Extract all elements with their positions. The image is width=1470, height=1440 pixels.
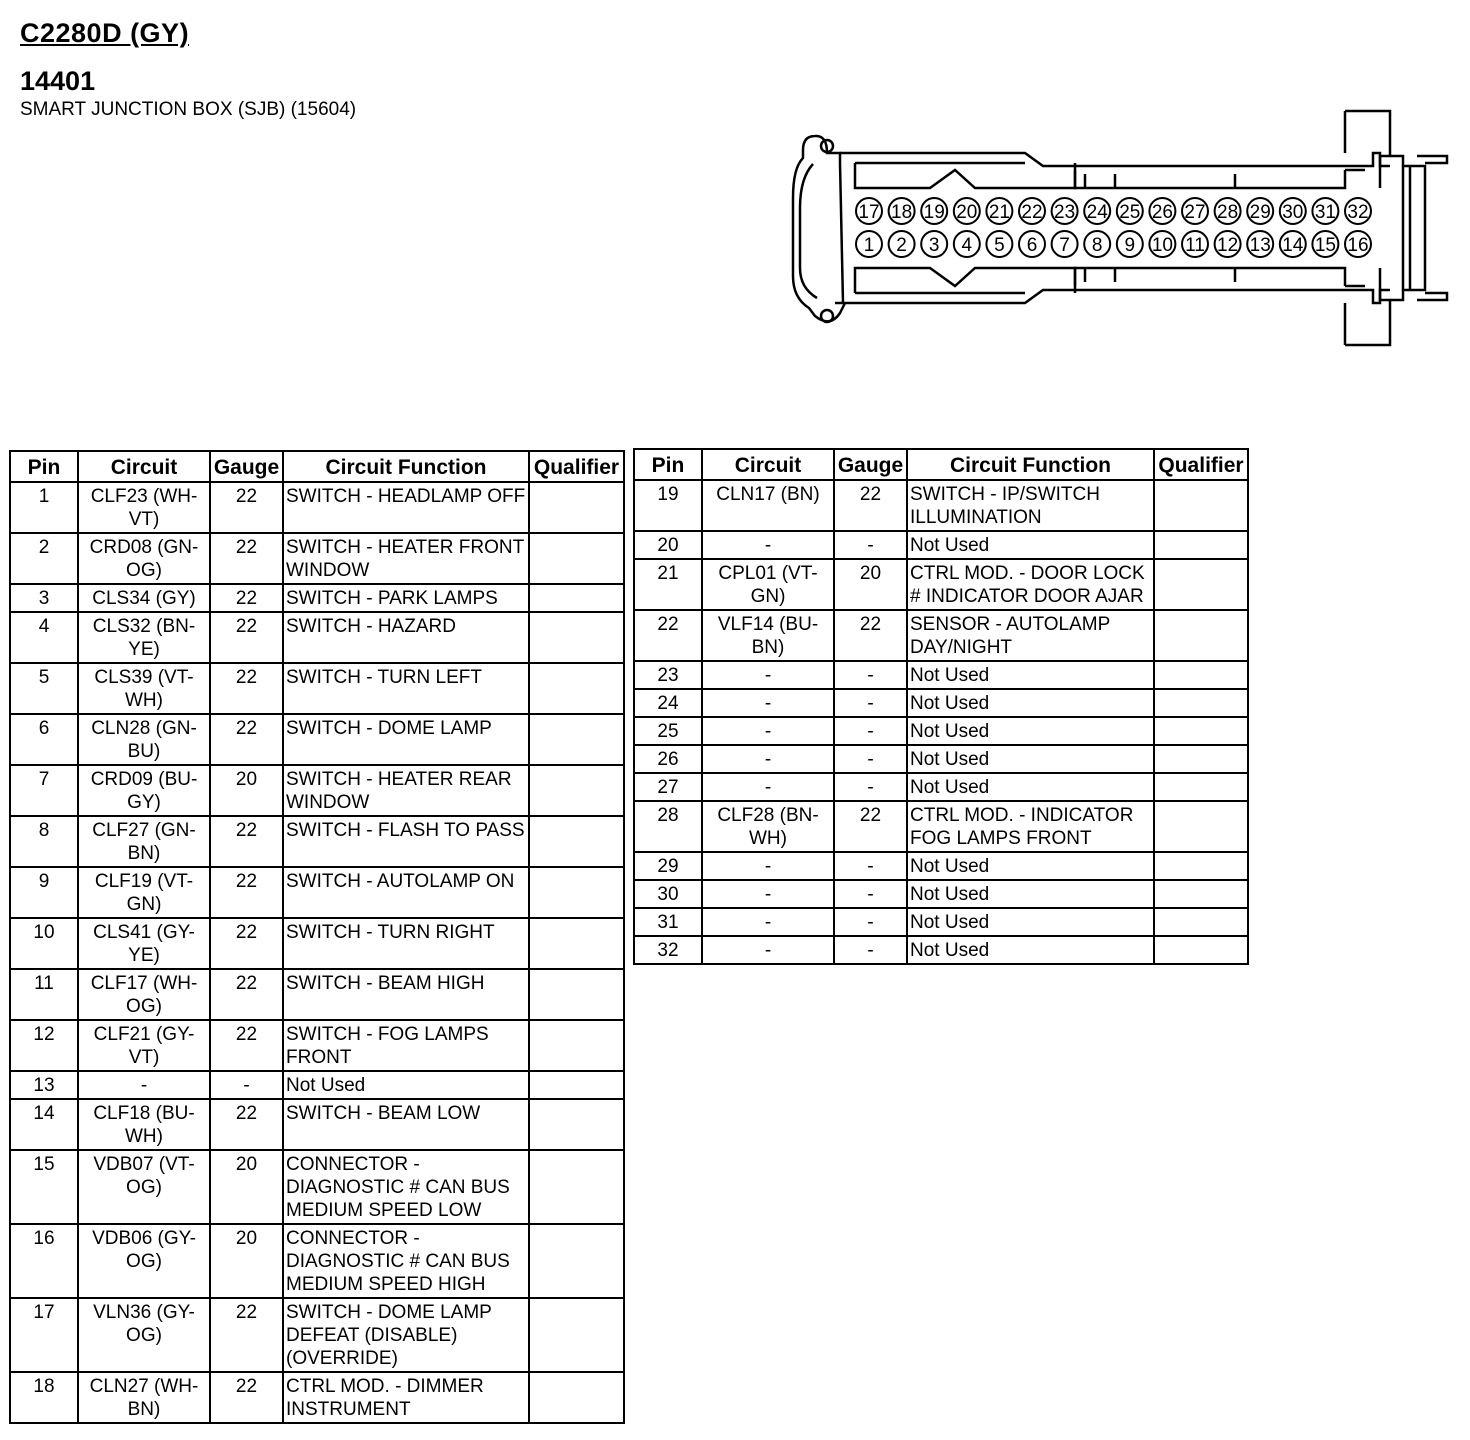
header-gauge: Gauge xyxy=(834,449,907,480)
table-row xyxy=(634,689,1248,717)
qualifier-cell xyxy=(1154,936,1248,964)
table-row xyxy=(634,717,1248,745)
circuit-function-cell: SWITCH - HEATER FRONT WINDOW xyxy=(283,533,529,584)
circuit-cell: VDB06 (GY-OG) xyxy=(78,1224,210,1298)
pin-cavity-21 xyxy=(986,198,1012,224)
qualifier-cell xyxy=(529,533,624,584)
pin-cell: 17 xyxy=(10,1298,78,1372)
circuit-cell: VLN36 (GY-OG) xyxy=(78,1298,210,1372)
circuit-cell: CLN17 (BN) xyxy=(702,480,834,531)
circuit-cell: - xyxy=(702,689,834,717)
component-description: SMART JUNCTION BOX (SJB) (15604) xyxy=(20,99,357,120)
table-row xyxy=(10,1099,624,1150)
gauge-cell: - xyxy=(834,852,907,880)
pin-cavity-5 xyxy=(986,231,1012,257)
table-row xyxy=(10,663,624,714)
circuit-function-cell: SWITCH - HEATER REAR WINDOW xyxy=(283,765,529,816)
pin-cavity-12 xyxy=(1215,231,1241,257)
table-row xyxy=(634,908,1248,936)
circuit-function-cell: CTRL MOD. - DIMMER INSTRUMENT xyxy=(283,1372,529,1423)
circuit-cell: - xyxy=(702,852,834,880)
circuit-cell: - xyxy=(78,1071,210,1099)
pin-number-label: 5 xyxy=(994,235,1005,256)
pin-number-label: 11 xyxy=(1185,235,1205,256)
pin-number-label: 19 xyxy=(923,202,945,223)
circuit-cell: CLS34 (GY) xyxy=(78,584,210,612)
circuit-function-cell: CONNECTOR - DIAGNOSTIC # CAN BUS MEDIUM SPEED HIGH xyxy=(283,1224,529,1298)
pin-number-label: 7 xyxy=(1059,235,1070,256)
qualifier-cell xyxy=(529,584,624,612)
circuit-function-cell: SWITCH - TURN RIGHT xyxy=(283,918,529,969)
pin-number-label: 30 xyxy=(1282,202,1304,223)
circuit-function-cell: Not Used xyxy=(907,717,1154,745)
pin-cell: 18 xyxy=(10,1372,78,1423)
table-row xyxy=(10,1372,624,1423)
circuit-function-cell: CTRL MOD. - DOOR LOCK # INDICATOR DOOR AJAR xyxy=(907,559,1154,610)
circuit-cell: CLN27 (WH-BN) xyxy=(78,1372,210,1423)
pin-cell: 13 xyxy=(10,1071,78,1099)
pin-cell: 19 xyxy=(634,480,702,531)
gauge-cell: 22 xyxy=(210,1099,283,1150)
circuit-function-cell: SWITCH - AUTOLAMP ON xyxy=(283,867,529,918)
header-qualifier: Qualifier xyxy=(1154,449,1248,480)
circuit-function-cell: Not Used xyxy=(907,745,1154,773)
table-row xyxy=(634,880,1248,908)
header-circuit: Circuit xyxy=(702,449,834,480)
pin-cell: 6 xyxy=(10,714,78,765)
pin-number-label: 21 xyxy=(988,202,1010,223)
table-row xyxy=(10,1298,624,1372)
pin-number-label: 4 xyxy=(961,235,973,256)
pin-cell: 24 xyxy=(634,689,702,717)
circuit-function-cell: Not Used xyxy=(907,531,1154,559)
gauge-cell: 22 xyxy=(210,1020,283,1071)
pin-cavity-28 xyxy=(1215,198,1241,224)
pinout-table-right xyxy=(633,448,1249,965)
pin-number-label: 1 xyxy=(863,235,875,256)
header-circuit-function: Circuit Function xyxy=(907,449,1154,480)
table-row xyxy=(10,969,624,1020)
circuit-function-cell: Not Used xyxy=(283,1071,529,1099)
table-header-row xyxy=(634,449,1248,480)
pin-cavity-13 xyxy=(1247,231,1273,257)
qualifier-cell xyxy=(1154,689,1248,717)
circuit-function-cell: SWITCH - TURN LEFT xyxy=(283,663,529,714)
pin-cell: 20 xyxy=(634,531,702,559)
header-circuit-function: Circuit Function xyxy=(283,451,529,482)
gauge-cell: 22 xyxy=(210,816,283,867)
pin-cell: 14 xyxy=(10,1099,78,1150)
pin-cavity-16 xyxy=(1345,231,1371,257)
gauge-cell: - xyxy=(834,936,907,964)
circuit-function-cell: Not Used xyxy=(907,661,1154,689)
table-row xyxy=(10,482,624,533)
circuit-function-cell: CONNECTOR - DIAGNOSTIC # CAN BUS MEDIUM SPEED LOW xyxy=(283,1150,529,1224)
gauge-cell: 22 xyxy=(210,533,283,584)
pin-cavity-17 xyxy=(856,198,882,224)
table-row xyxy=(10,816,624,867)
pin-cell: 15 xyxy=(10,1150,78,1224)
qualifier-cell xyxy=(1154,610,1248,661)
table-row xyxy=(634,559,1248,610)
pin-cell: 16 xyxy=(10,1224,78,1298)
circuit-function-cell: SWITCH - FLASH TO PASS xyxy=(283,816,529,867)
pin-cavity-20 xyxy=(954,198,980,224)
gauge-cell: 22 xyxy=(210,867,283,918)
circuit-cell: - xyxy=(702,880,834,908)
table-row xyxy=(10,714,624,765)
gauge-cell: - xyxy=(834,661,907,689)
pin-cavity-6 xyxy=(1019,231,1045,257)
qualifier-cell xyxy=(1154,880,1248,908)
table-row xyxy=(634,852,1248,880)
pin-cell: 32 xyxy=(634,936,702,964)
pin-cell: 12 xyxy=(10,1020,78,1071)
gauge-cell: 22 xyxy=(834,610,907,661)
pin-cell: 26 xyxy=(634,745,702,773)
table-row xyxy=(634,773,1248,801)
pin-cavity-18 xyxy=(889,198,915,224)
circuit-cell: CRD09 (BU-GY) xyxy=(78,765,210,816)
pin-cell: 27 xyxy=(634,773,702,801)
pin-cavity-23 xyxy=(1052,198,1078,224)
pin-cavity-10 xyxy=(1149,231,1175,257)
table-row xyxy=(634,936,1248,964)
qualifier-cell xyxy=(1154,801,1248,852)
pin-number-label: 3 xyxy=(928,235,940,256)
gauge-cell: - xyxy=(834,773,907,801)
circuit-cell: - xyxy=(702,936,834,964)
table-row xyxy=(10,584,624,612)
qualifier-cell xyxy=(1154,773,1248,801)
qualifier-cell xyxy=(529,867,624,918)
pin-number-label: 28 xyxy=(1217,202,1239,223)
gauge-cell: - xyxy=(834,689,907,717)
gauge-cell: 22 xyxy=(210,482,283,533)
circuit-function-cell: SWITCH - BEAM LOW xyxy=(283,1099,529,1150)
qualifier-cell xyxy=(1154,661,1248,689)
gauge-cell: - xyxy=(834,531,907,559)
table-row xyxy=(634,661,1248,689)
pin-cell: 10 xyxy=(10,918,78,969)
qualifier-cell xyxy=(529,1150,624,1224)
gauge-cell: 22 xyxy=(210,1298,283,1372)
circuit-cell: - xyxy=(702,773,834,801)
connector-title: C2280D (GY) xyxy=(20,18,190,48)
table-row xyxy=(10,1150,624,1224)
part-number: 14401 xyxy=(20,66,96,96)
pin-cavity-7 xyxy=(1052,231,1078,257)
pin-number-label: 2 xyxy=(896,235,907,256)
table-row xyxy=(10,867,624,918)
circuit-cell: - xyxy=(702,717,834,745)
gauge-cell: 20 xyxy=(210,1224,283,1298)
circuit-function-cell: SWITCH - FOG LAMPS FRONT xyxy=(283,1020,529,1071)
circuit-function-cell: Not Used xyxy=(907,689,1154,717)
qualifier-cell xyxy=(1154,531,1248,559)
gauge-cell: 22 xyxy=(210,663,283,714)
pin-cell: 9 xyxy=(10,867,78,918)
qualifier-cell xyxy=(1154,852,1248,880)
pin-cavity-4 xyxy=(954,231,980,257)
circuit-function-cell: SWITCH - DOME LAMP xyxy=(283,714,529,765)
gauge-cell: 20 xyxy=(210,1150,283,1224)
pin-number-label: 10 xyxy=(1151,235,1173,256)
circuit-function-cell: SWITCH - DOME LAMP DEFEAT (DISABLE) (OVERRIDE) xyxy=(283,1298,529,1372)
circuit-function-cell: SWITCH - IP/SWITCH ILLUMINATION xyxy=(907,480,1154,531)
pin-cavity-31 xyxy=(1312,198,1338,224)
qualifier-cell xyxy=(529,1224,624,1298)
circuit-cell: CRD08 (GN-OG) xyxy=(78,533,210,584)
pin-number-label: 12 xyxy=(1217,235,1239,256)
circuit-function-cell: Not Used xyxy=(907,773,1154,801)
qualifier-cell xyxy=(1154,559,1248,610)
pin-cavity-3 xyxy=(921,231,947,257)
qualifier-cell xyxy=(1154,908,1248,936)
pin-cavity-27 xyxy=(1182,198,1208,224)
pin-number-label: 15 xyxy=(1314,235,1336,256)
pinout-table-left xyxy=(9,450,625,1424)
gauge-cell: - xyxy=(834,908,907,936)
pin-cell: 28 xyxy=(634,801,702,852)
circuit-cell: CLF28 (BN-WH) xyxy=(702,801,834,852)
header-gauge: Gauge xyxy=(210,451,283,482)
gauge-cell: 22 xyxy=(834,801,907,852)
pin-number-label: 25 xyxy=(1119,202,1141,223)
gauge-cell: 22 xyxy=(210,918,283,969)
pin-cell: 31 xyxy=(634,908,702,936)
circuit-cell: VDB07 (VT-OG) xyxy=(78,1150,210,1224)
table-row xyxy=(10,918,624,969)
pin-cavity-2 xyxy=(889,231,915,257)
qualifier-cell xyxy=(529,1099,624,1150)
gauge-cell: 22 xyxy=(834,480,907,531)
pin-cell: 23 xyxy=(634,661,702,689)
circuit-cell: - xyxy=(702,745,834,773)
pin-cavity-9 xyxy=(1117,231,1143,257)
pin-cell: 1 xyxy=(10,482,78,533)
pin-number-label: 22 xyxy=(1021,202,1043,223)
pin-number-label: 31 xyxy=(1314,202,1336,223)
table-row xyxy=(634,480,1248,531)
qualifier-cell xyxy=(1154,717,1248,745)
pin-cavity-32 xyxy=(1345,198,1371,224)
pin-cell: 3 xyxy=(10,584,78,612)
circuit-cell: CPL01 (VT-GN) xyxy=(702,559,834,610)
circuit-function-cell: Not Used xyxy=(907,852,1154,880)
qualifier-cell xyxy=(1154,745,1248,773)
pin-cavity-22 xyxy=(1019,198,1045,224)
pin-number-label: 26 xyxy=(1151,202,1173,223)
gauge-cell: 22 xyxy=(210,714,283,765)
pin-number-label: 27 xyxy=(1184,202,1206,223)
table-header-row xyxy=(10,451,624,482)
gauge-cell: - xyxy=(210,1071,283,1099)
circuit-cell: CLF23 (WH-VT) xyxy=(78,482,210,533)
pin-cavity-26 xyxy=(1149,198,1175,224)
header-pin: Pin xyxy=(10,451,78,482)
pin-number-label: 17 xyxy=(858,202,880,223)
circuit-cell: CLS32 (BN-YE) xyxy=(78,612,210,663)
qualifier-cell xyxy=(529,816,624,867)
qualifier-cell xyxy=(529,918,624,969)
qualifier-cell xyxy=(529,714,624,765)
circuit-cell: CLF21 (GY-VT) xyxy=(78,1020,210,1071)
pin-number-label: 14 xyxy=(1282,235,1304,256)
qualifier-cell xyxy=(529,1020,624,1071)
gauge-cell: 20 xyxy=(834,559,907,610)
pin-number-label: 16 xyxy=(1347,235,1369,256)
gauge-cell: - xyxy=(834,880,907,908)
pin-cavity-8 xyxy=(1084,231,1110,257)
qualifier-cell xyxy=(529,612,624,663)
pin-cavity-25 xyxy=(1117,198,1143,224)
table-row xyxy=(634,610,1248,661)
circuit-cell: CLN28 (GN-BU) xyxy=(78,714,210,765)
pin-cell: 21 xyxy=(634,559,702,610)
pin-cell: 4 xyxy=(10,612,78,663)
qualifier-cell xyxy=(529,1298,624,1372)
pin-cavity-24 xyxy=(1084,198,1110,224)
circuit-function-cell: SWITCH - HAZARD xyxy=(283,612,529,663)
header-circuit: Circuit xyxy=(78,451,210,482)
pin-number-label: 6 xyxy=(1026,235,1038,256)
qualifier-cell xyxy=(529,1372,624,1423)
table-row xyxy=(10,1071,624,1099)
pin-number-label: 24 xyxy=(1086,202,1108,223)
pin-cell: 29 xyxy=(634,852,702,880)
pin-cell: 11 xyxy=(10,969,78,1020)
pin-cavity-11 xyxy=(1182,231,1208,257)
table-row xyxy=(634,745,1248,773)
circuit-cell: CLS39 (VT-WH) xyxy=(78,663,210,714)
circuit-cell: - xyxy=(702,908,834,936)
circuit-function-cell: Not Used xyxy=(907,880,1154,908)
circuit-function-cell: Not Used xyxy=(907,936,1154,964)
pin-number-label: 32 xyxy=(1347,202,1369,223)
pin-number-label: 8 xyxy=(1091,235,1103,256)
pin-number-label: 9 xyxy=(1124,235,1136,256)
pin-cavity-1 xyxy=(856,231,882,257)
table-row xyxy=(10,612,624,663)
pin-cavity-19 xyxy=(921,198,947,224)
pin-number-label: 13 xyxy=(1249,235,1271,256)
pin-cavity-15 xyxy=(1312,231,1338,257)
circuit-cell: VLF14 (BU-BN) xyxy=(702,610,834,661)
circuit-function-cell: Not Used xyxy=(907,908,1154,936)
circuit-function-cell: SWITCH - HEADLAMP OFF xyxy=(283,482,529,533)
gauge-cell: - xyxy=(834,745,907,773)
pin-cell: 30 xyxy=(634,880,702,908)
qualifier-cell xyxy=(529,969,624,1020)
connector-face-diagram xyxy=(785,108,1455,348)
circuit-function-cell: SWITCH - BEAM HIGH xyxy=(283,969,529,1020)
gauge-cell: - xyxy=(834,717,907,745)
circuit-cell: - xyxy=(702,661,834,689)
circuit-cell: CLF18 (BU-WH) xyxy=(78,1099,210,1150)
pin-number-label: 18 xyxy=(891,202,913,223)
pin-number-label: 23 xyxy=(1054,202,1076,223)
qualifier-cell xyxy=(529,1071,624,1099)
gauge-cell: 22 xyxy=(210,1372,283,1423)
circuit-cell: CLF17 (WH-OG) xyxy=(78,969,210,1020)
circuit-cell: CLF19 (VT-GN) xyxy=(78,867,210,918)
pin-number-label: 20 xyxy=(956,202,978,223)
pin-cavity-29 xyxy=(1247,198,1273,224)
gauge-cell: 22 xyxy=(210,612,283,663)
circuit-function-cell: CTRL MOD. - INDICATOR FOG LAMPS FRONT xyxy=(907,801,1154,852)
header-pin: Pin xyxy=(634,449,702,480)
pin-cell: 7 xyxy=(10,765,78,816)
qualifier-cell xyxy=(529,482,624,533)
header-qualifier: Qualifier xyxy=(529,451,624,482)
pin-number-label: 29 xyxy=(1249,202,1271,223)
circuit-function-cell: SENSOR - AUTOLAMP DAY/NIGHT xyxy=(907,610,1154,661)
circuit-cell: - xyxy=(702,531,834,559)
pin-cavity-30 xyxy=(1280,198,1306,224)
table-row xyxy=(10,1224,624,1298)
pin-cell: 25 xyxy=(634,717,702,745)
circuit-cell: CLF27 (GN-BN) xyxy=(78,816,210,867)
gauge-cell: 22 xyxy=(210,584,283,612)
gauge-cell: 22 xyxy=(210,969,283,1020)
table-row xyxy=(634,801,1248,852)
pin-cell: 2 xyxy=(10,533,78,584)
table-row xyxy=(10,765,624,816)
circuit-function-cell: SWITCH - PARK LAMPS xyxy=(283,584,529,612)
circuit-cell: CLS41 (GY-YE) xyxy=(78,918,210,969)
qualifier-cell xyxy=(1154,480,1248,531)
gauge-cell: 20 xyxy=(210,765,283,816)
pin-cavities xyxy=(856,198,1371,257)
table-row xyxy=(10,533,624,584)
qualifier-cell xyxy=(529,663,624,714)
pin-cell: 5 xyxy=(10,663,78,714)
qualifier-cell xyxy=(529,765,624,816)
pin-cavity-14 xyxy=(1280,231,1306,257)
pin-cell: 8 xyxy=(10,816,78,867)
pin-cell: 22 xyxy=(634,610,702,661)
table-row xyxy=(634,531,1248,559)
table-row xyxy=(10,1020,624,1071)
